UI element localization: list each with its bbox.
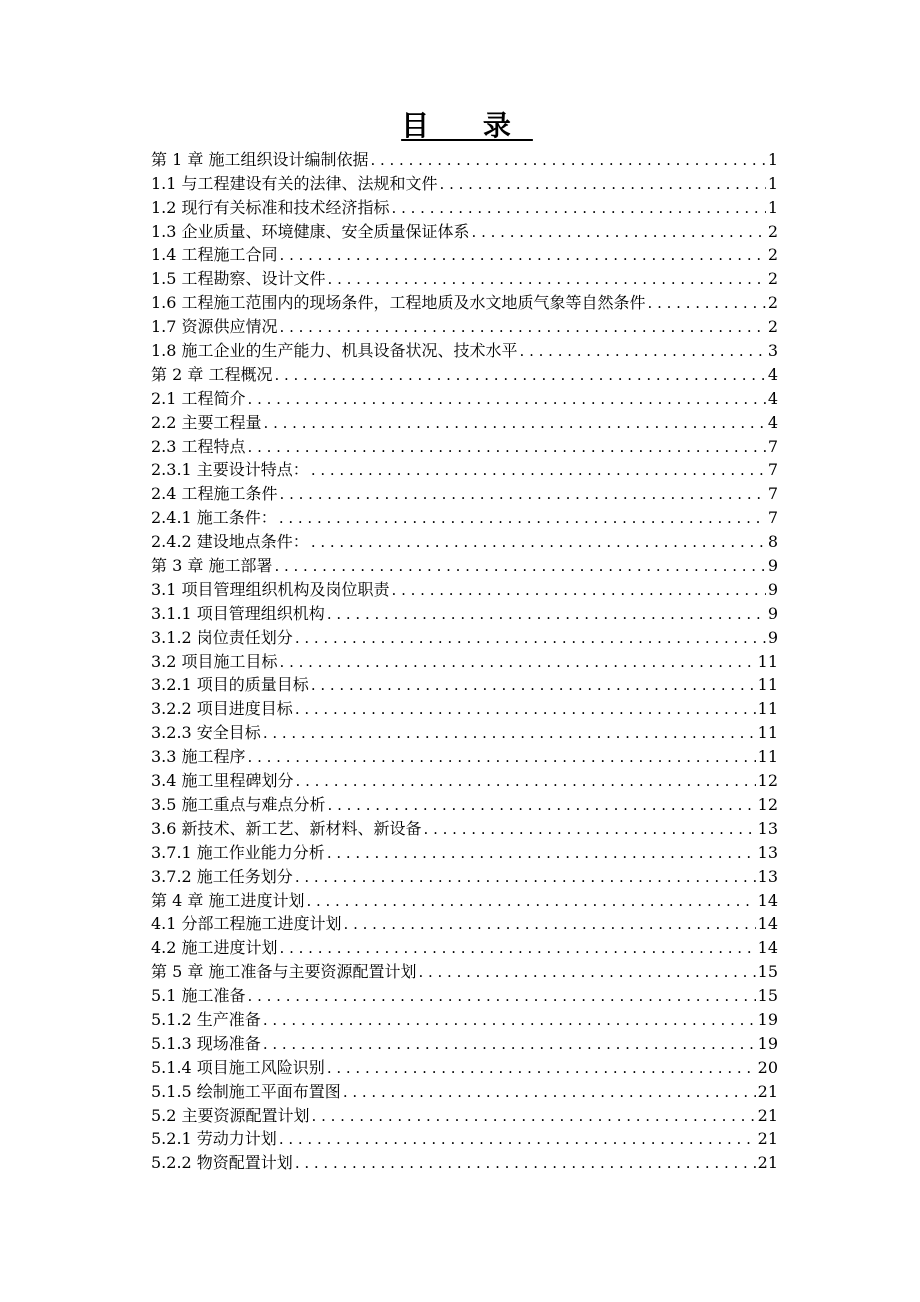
toc-entry[interactable] bbox=[151, 911, 778, 935]
toc-title: 目 录 bbox=[401, 109, 533, 142]
toc-entry[interactable] bbox=[151, 576, 778, 600]
dot-leader bbox=[306, 891, 755, 911]
toc-entry-page-number: 7 bbox=[767, 508, 778, 528]
dot-leader bbox=[311, 460, 766, 480]
toc-entry-page-number: 14 bbox=[757, 938, 778, 958]
toc-entry-page-number: 13 bbox=[757, 842, 778, 862]
toc-entry[interactable] bbox=[151, 409, 778, 433]
toc-entry-text: 5.2.2 物资配置计划 bbox=[151, 1153, 293, 1173]
toc-entry[interactable] bbox=[151, 385, 778, 409]
toc-entry-text: 2.1 工程简介 bbox=[151, 388, 246, 408]
dot-leader bbox=[280, 245, 766, 265]
toc-entry[interactable] bbox=[151, 552, 778, 576]
toc-entry[interactable] bbox=[151, 743, 778, 767]
toc-entry-page-number: 13 bbox=[757, 818, 778, 838]
dot-leader bbox=[344, 914, 756, 934]
toc-entry-page-number: 9 bbox=[767, 579, 778, 599]
toc-entry-page-number: 15 bbox=[757, 986, 778, 1006]
toc-entry-page-number: 21 bbox=[757, 1129, 778, 1149]
toc-entry[interactable] bbox=[151, 672, 778, 696]
toc-entry-page-number: 11 bbox=[757, 651, 778, 671]
toc-entry-page-number: 7 bbox=[767, 460, 778, 480]
toc-entry[interactable] bbox=[151, 457, 778, 481]
toc-entry-page-number: 12 bbox=[757, 771, 778, 791]
toc-entry-text: 5.1.4 项目施工风险识别 bbox=[151, 1057, 325, 1077]
dot-leader bbox=[279, 1129, 756, 1149]
dot-leader bbox=[280, 317, 766, 337]
toc-entry-text: 2.3.1 主要设计特点： bbox=[151, 460, 309, 480]
toc-entry-page-number: 2 bbox=[767, 293, 778, 313]
toc-entry-page-number: 1 bbox=[767, 197, 778, 217]
toc-entry-page-number: 11 bbox=[757, 675, 778, 695]
toc-entry[interactable] bbox=[151, 863, 778, 887]
toc-entry-text: 5.1 施工准备 bbox=[151, 986, 246, 1006]
toc-entry[interactable] bbox=[151, 289, 778, 313]
dot-leader bbox=[248, 747, 756, 767]
dot-leader bbox=[280, 484, 766, 504]
toc-entry[interactable] bbox=[151, 982, 778, 1006]
dot-leader bbox=[472, 222, 766, 242]
toc-entry-page-number: 4 bbox=[767, 388, 778, 408]
toc-entry[interactable] bbox=[151, 1030, 778, 1054]
dot-leader bbox=[279, 508, 766, 528]
dot-leader bbox=[263, 1034, 756, 1054]
dot-leader bbox=[343, 1082, 756, 1102]
toc-entry-text: 3.7.2 施工任务划分 bbox=[151, 866, 293, 886]
dot-leader bbox=[311, 532, 766, 552]
dot-leader bbox=[418, 962, 755, 982]
toc-entry-text: 3.3 施工程序 bbox=[151, 747, 246, 767]
toc-entry-page-number: 11 bbox=[757, 747, 778, 767]
toc-entry-text: 2.3 工程特点 bbox=[151, 436, 246, 456]
toc-entry-text: 3.1.2 岗位责任划分 bbox=[151, 627, 293, 647]
toc-entry-text: 1.8 施工企业的生产能力、机具设备状况、技术水平 bbox=[151, 341, 518, 361]
dot-leader bbox=[327, 1058, 756, 1078]
toc-entry-text: 5.2 主要资源配置计划 bbox=[151, 1105, 310, 1125]
toc-entry-page-number: 11 bbox=[757, 723, 778, 743]
toc-entry-text: 3.2.3 安全目标 bbox=[151, 723, 261, 743]
toc-entry-text: 第 4 章 施工进度计划 bbox=[151, 890, 305, 910]
toc-entry-text: 2.2 主要工程量 bbox=[151, 412, 262, 432]
toc-entry[interactable] bbox=[151, 839, 778, 863]
table-of-contents bbox=[151, 146, 778, 1173]
toc-entry-page-number: 13 bbox=[757, 866, 778, 886]
toc-entry-page-number: 19 bbox=[757, 1009, 778, 1029]
toc-entry-text: 3.1.1 项目管理组织机构 bbox=[151, 603, 325, 623]
toc-entry-text: 5.1.2 生产准备 bbox=[151, 1009, 261, 1029]
toc-entry[interactable] bbox=[151, 887, 778, 911]
toc-entry-text: 5.2.1 劳动力计划 bbox=[151, 1129, 277, 1149]
toc-entry-page-number: 4 bbox=[767, 412, 778, 432]
dot-leader bbox=[392, 198, 766, 218]
toc-entry[interactable] bbox=[151, 313, 778, 337]
dot-leader bbox=[295, 628, 766, 648]
toc-entry-page-number: 2 bbox=[767, 245, 778, 265]
toc-entry[interactable] bbox=[151, 433, 778, 457]
toc-entry[interactable] bbox=[151, 480, 778, 504]
toc-entry-text: 第 2 章 工程概况 bbox=[151, 364, 273, 384]
toc-entry[interactable] bbox=[151, 1078, 778, 1102]
toc-entry[interactable] bbox=[151, 695, 778, 719]
dot-leader bbox=[295, 867, 756, 887]
toc-entry-page-number: 12 bbox=[757, 794, 778, 814]
toc-entry-text: 5.1.5 绘制施工平面布置图 bbox=[151, 1081, 341, 1101]
toc-entry-page-number: 3 bbox=[767, 341, 778, 361]
toc-entry[interactable] bbox=[151, 504, 778, 528]
toc-entry[interactable] bbox=[151, 265, 778, 289]
toc-entry-text: 1.4 工程施工合同 bbox=[151, 245, 278, 265]
toc-entry-text: 3.2.1 项目的质量目标 bbox=[151, 675, 309, 695]
toc-entry[interactable] bbox=[151, 815, 778, 839]
toc-entry-text: 2.4.2 建设地点条件： bbox=[151, 532, 309, 552]
toc-entry-text: 第 1 章 施工组织设计编制依据 bbox=[151, 149, 369, 169]
dot-leader bbox=[295, 1153, 756, 1173]
toc-entry[interactable] bbox=[151, 648, 778, 672]
dot-leader bbox=[274, 556, 765, 576]
toc-entry-page-number: 9 bbox=[767, 627, 778, 647]
dot-leader bbox=[295, 699, 756, 719]
dot-leader bbox=[274, 365, 765, 385]
toc-entry-text: 1.7 资源供应情况 bbox=[151, 317, 278, 337]
toc-entry-text: 第 3 章 施工部署 bbox=[151, 556, 273, 576]
toc-entry[interactable] bbox=[151, 600, 778, 624]
toc-entry[interactable] bbox=[151, 624, 778, 648]
toc-entry-text: 3.7.1 施工作业能力分析 bbox=[151, 842, 325, 862]
toc-entry[interactable] bbox=[151, 1149, 778, 1173]
toc-entry-page-number: 9 bbox=[767, 603, 778, 623]
toc-entry-page-number: 21 bbox=[757, 1105, 778, 1125]
toc-entry-text: 5.1.3 现场准备 bbox=[151, 1033, 261, 1053]
toc-entry-page-number: 21 bbox=[757, 1153, 778, 1173]
toc-entry-page-number: 20 bbox=[757, 1057, 778, 1077]
toc-entry-page-number: 4 bbox=[767, 364, 778, 384]
toc-entry[interactable] bbox=[151, 958, 778, 982]
dot-leader bbox=[328, 795, 756, 815]
toc-entry-text: 1.3 企业质量、环境健康、安全质量保证体系 bbox=[151, 221, 470, 241]
toc-entry-text: 1.2 现行有关标准和技术经济指标 bbox=[151, 197, 390, 217]
toc-entry-page-number: 21 bbox=[757, 1081, 778, 1101]
dot-leader bbox=[248, 389, 766, 409]
toc-entry-text: 1.5 工程勘察、设计文件 bbox=[151, 269, 326, 289]
toc-entry-text: 1.1 与工程建设有关的法律、法规和文件 bbox=[151, 173, 438, 193]
dot-leader bbox=[296, 771, 756, 791]
toc-entry-text: 3.4 施工里程碑划分 bbox=[151, 771, 294, 791]
toc-entry-page-number: 14 bbox=[757, 914, 778, 934]
toc-entry-page-number: 15 bbox=[757, 962, 778, 982]
dot-leader bbox=[424, 819, 756, 839]
dot-leader bbox=[248, 437, 766, 457]
toc-entry-page-number: 19 bbox=[757, 1033, 778, 1053]
toc-entry-page-number: 14 bbox=[757, 890, 778, 910]
toc-entry[interactable] bbox=[151, 1126, 778, 1150]
toc-entry[interactable] bbox=[151, 146, 778, 170]
toc-entry[interactable] bbox=[151, 791, 778, 815]
toc-entry-text: 4.2 施工进度计划 bbox=[151, 938, 278, 958]
dot-leader bbox=[280, 652, 756, 672]
dot-leader bbox=[280, 938, 756, 958]
toc-entry[interactable] bbox=[151, 719, 778, 743]
dot-leader bbox=[263, 723, 756, 743]
toc-entry-page-number: 8 bbox=[767, 532, 778, 552]
toc-entry[interactable] bbox=[151, 528, 778, 552]
dot-leader bbox=[392, 580, 766, 600]
toc-entry-page-number: 1 bbox=[767, 173, 778, 193]
toc-entry[interactable] bbox=[151, 1054, 778, 1078]
dot-leader bbox=[327, 604, 766, 624]
toc-entry[interactable] bbox=[151, 1006, 778, 1030]
dot-leader bbox=[312, 1106, 756, 1126]
toc-entry-text: 4.1 分部工程施工进度计划 bbox=[151, 914, 342, 934]
toc-entry[interactable] bbox=[151, 1102, 778, 1126]
toc-entry[interactable] bbox=[151, 194, 778, 218]
toc-entry-page-number: 7 bbox=[767, 436, 778, 456]
toc-entry[interactable] bbox=[151, 337, 778, 361]
toc-entry-page-number: 11 bbox=[757, 699, 778, 719]
dot-leader bbox=[263, 1010, 756, 1030]
toc-entry-page-number: 7 bbox=[767, 484, 778, 504]
dot-leader bbox=[311, 675, 756, 695]
dot-leader bbox=[264, 413, 766, 433]
toc-entry-text: 3.2.2 项目进度目标 bbox=[151, 699, 293, 719]
dot-leader bbox=[328, 269, 766, 289]
toc-entry[interactable] bbox=[151, 218, 778, 242]
dot-leader bbox=[327, 843, 756, 863]
toc-entry-text: 3.2 项目施工目标 bbox=[151, 651, 278, 671]
toc-entry-text: 2.4 工程施工条件 bbox=[151, 484, 278, 504]
toc-entry-text: 3.1 项目管理组织机构及岗位职责 bbox=[151, 579, 390, 599]
toc-entry-page-number: 2 bbox=[767, 269, 778, 289]
toc-entry-page-number: 2 bbox=[767, 221, 778, 241]
toc-entry[interactable] bbox=[151, 170, 778, 194]
toc-entry-page-number: 2 bbox=[767, 317, 778, 337]
toc-entry-page-number: 1 bbox=[767, 149, 778, 169]
toc-entry[interactable] bbox=[151, 767, 778, 791]
toc-entry-text: 3.6 新技术、新工艺、新材料、新设备 bbox=[151, 818, 422, 838]
toc-entry[interactable] bbox=[151, 934, 778, 958]
toc-entry-page-number: 9 bbox=[767, 556, 778, 576]
toc-entry[interactable] bbox=[151, 361, 778, 385]
toc-entry-text: 第 5 章 施工准备与主要资源配置计划 bbox=[151, 962, 417, 982]
toc-entry-text: 2.4.1 施工条件： bbox=[151, 508, 277, 528]
dot-leader bbox=[648, 293, 766, 313]
toc-entry-text: 3.5 施工重点与难点分析 bbox=[151, 794, 326, 814]
dot-leader bbox=[370, 150, 765, 170]
dot-leader bbox=[520, 341, 766, 361]
dot-leader bbox=[440, 174, 766, 194]
toc-entry-text: 1.6 工程施工范围内的现场条件，工程地质及水文地质气象等自然条件 bbox=[151, 293, 646, 313]
dot-leader bbox=[248, 986, 756, 1006]
toc-entry[interactable] bbox=[151, 242, 778, 266]
